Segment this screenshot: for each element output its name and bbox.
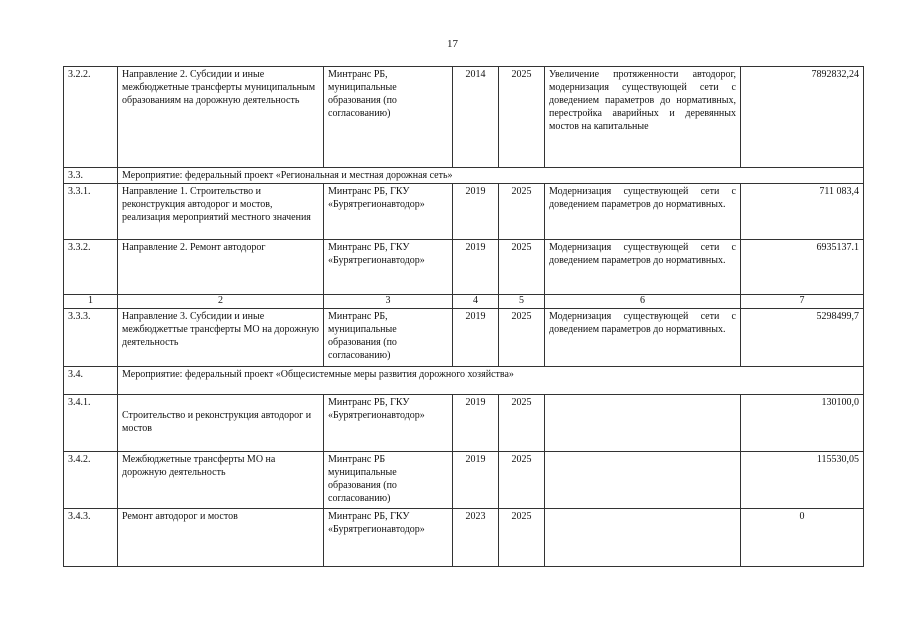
row-number: 3.4.1. bbox=[64, 395, 118, 452]
year-start: 2019 bbox=[453, 240, 499, 295]
page-number: 17 bbox=[447, 38, 458, 50]
row-number: 3.4.3. bbox=[64, 509, 118, 567]
section-row bbox=[64, 367, 864, 395]
measure-name: Межбюджетные трансферты МО на дорожную деятельность bbox=[118, 452, 324, 509]
measure-name: Направление 1. Строительство и реконструкция автодорог и мостов, реализация мероприятий местного значения bbox=[118, 184, 324, 240]
section-number: 3.4. bbox=[64, 367, 118, 395]
row-number: 3.2.2. bbox=[64, 67, 118, 168]
funding-total: 6935137.1 bbox=[741, 240, 864, 295]
table-row bbox=[64, 240, 864, 295]
measure-name: Направление 3. Субсидии и иные межбюджеттые трансферты МО на дорожную деятельность bbox=[118, 309, 324, 367]
table-row bbox=[64, 509, 864, 567]
section-title: Мероприятие: федеральный проект «Региональная и местная дорожная сеть» bbox=[118, 168, 864, 184]
table-row bbox=[64, 309, 864, 367]
year-end: 2025 bbox=[499, 184, 545, 240]
executor: Минтранс РБ муниципальные образования (по согласованию) bbox=[324, 452, 453, 509]
row-number: 3.4.2. bbox=[64, 452, 118, 509]
measure-name-cell bbox=[118, 395, 324, 452]
year-start: 2019 bbox=[453, 452, 499, 509]
measure-name: Направление 2. Субсидии и иные межбюджетные трансферты муниципальным образованиям на дорожную деятельность bbox=[118, 67, 324, 168]
executor: Минтранс РБ, ГКУ «Бурятрегионавтодор» bbox=[324, 509, 453, 567]
year-start: 2019 bbox=[453, 309, 499, 367]
table-row bbox=[64, 452, 864, 509]
year-start: 2023 bbox=[453, 509, 499, 567]
program-table bbox=[63, 66, 864, 567]
expected-result bbox=[545, 509, 741, 567]
executor: Минтранс РБ, ГКУ «Бурятрегионавтодор» bbox=[324, 240, 453, 295]
expected-result: Модернизация существующей сети с доведением параметров до нормативных. bbox=[545, 309, 741, 367]
expected-result: Увеличение протяженности автодорог, модернизация существующей сети с доведением параметров до нормативных, перестройка аварийных и деревянных мостов на капитальные bbox=[545, 67, 741, 168]
measure-name: Строительство и реконструкция автодорог и мостов bbox=[122, 410, 312, 434]
executor: Минтранс РБ, ГКУ «Бурятрегионавтодор» bbox=[324, 395, 453, 452]
expected-result bbox=[545, 452, 741, 509]
table-row bbox=[64, 67, 864, 168]
column-number: 5 bbox=[499, 295, 545, 309]
year-start: 2014 bbox=[453, 67, 499, 168]
column-number: 2 bbox=[118, 295, 324, 309]
column-number-row bbox=[64, 295, 864, 309]
year-end: 2025 bbox=[499, 240, 545, 295]
year-start: 2019 bbox=[453, 395, 499, 452]
funding-total: 115530,05 bbox=[741, 452, 864, 509]
funding-total: 0 bbox=[741, 509, 864, 567]
measure-name: Ремонт автодорог и мостов bbox=[118, 509, 324, 567]
row-number: 3.3.3. bbox=[64, 309, 118, 367]
funding-total: 711 083,4 bbox=[741, 184, 864, 240]
section-title: Мероприятие: федеральный проект «Общесистемные меры развития дорожного хозяйства» bbox=[118, 367, 864, 395]
measure-name: Направление 2. Ремонт автодорог bbox=[118, 240, 324, 295]
expected-result: Модернизация существующей сети с доведением параметров до нормативных. bbox=[545, 240, 741, 295]
column-number: 4 bbox=[453, 295, 499, 309]
column-number: 3 bbox=[324, 295, 453, 309]
executor: Минтранс РБ, муниципальные образования (по согласованию) bbox=[324, 309, 453, 367]
row-number: 3.3.2. bbox=[64, 240, 118, 295]
executor: Минтранс РБ, муниципальные образования (по согласованию) bbox=[324, 67, 453, 168]
column-number: 6 bbox=[545, 295, 741, 309]
section-row bbox=[64, 168, 864, 184]
funding-total: 5298499,7 bbox=[741, 309, 864, 367]
table-body bbox=[64, 67, 864, 567]
section-number: 3.3. bbox=[64, 168, 118, 184]
column-number: 1 bbox=[64, 295, 118, 309]
year-end: 2025 bbox=[499, 395, 545, 452]
table-row bbox=[64, 184, 864, 240]
year-end: 2025 bbox=[499, 452, 545, 509]
funding-total: 130100,0 bbox=[741, 395, 864, 452]
year-end: 2025 bbox=[499, 67, 545, 168]
expected-result: Модернизация существующей сети с доведением параметров до нормативных. bbox=[545, 184, 741, 240]
table-row bbox=[64, 395, 864, 452]
year-start: 2019 bbox=[453, 184, 499, 240]
expected-result bbox=[545, 395, 741, 452]
year-end: 2025 bbox=[499, 509, 545, 567]
year-end: 2025 bbox=[499, 309, 545, 367]
executor: Минтранс РБ, ГКУ «Бурятрегионавтодор» bbox=[324, 184, 453, 240]
row-number: 3.3.1. bbox=[64, 184, 118, 240]
column-number: 7 bbox=[741, 295, 864, 309]
funding-total: 7892832,24 bbox=[741, 67, 864, 168]
